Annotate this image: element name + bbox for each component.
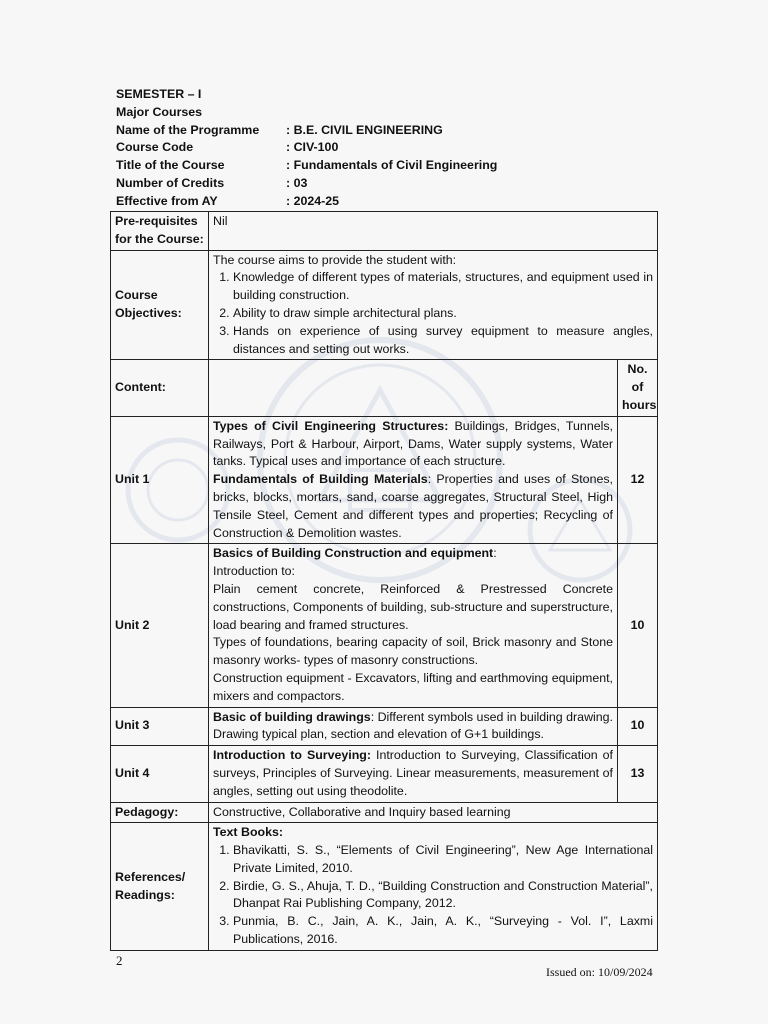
unit-block-heading: Fundamentals of Building Materials (213, 472, 428, 487)
objective-item: 2. Ability to draw simple architectural plans. (233, 305, 653, 323)
unit-block (213, 670, 613, 706)
references-row (111, 823, 658, 951)
unit-content (209, 746, 618, 802)
unit-hours: 13 (618, 746, 658, 802)
unit-hours: 10 (618, 544, 658, 707)
header-field-credits (116, 175, 656, 193)
course-header (116, 86, 656, 211)
course-category: Major Courses (116, 104, 203, 119)
semester-heading: SEMESTER – I (116, 87, 202, 101)
reference-item: 2. Birdie, G. S., Ahuja, T. D., “Building Construction and Construction Material”, Dhanpat Rai Publishing Company, 2012. (233, 878, 653, 914)
content-label: Content: (111, 360, 209, 416)
objective-item: 3. Hands on experience of using survey equipment to measure angles, distances and setting out works. (233, 323, 653, 359)
unit-block (213, 581, 613, 634)
unit-block-text: Types of foundations, bearing capacity of soil, Brick masonry and Stone masonry works- types of masonry constructions. (213, 635, 613, 668)
references-label: References/ Readings: (111, 823, 209, 951)
objectives-label: Course Objectives: (111, 250, 209, 360)
unit-row (111, 544, 658, 707)
unit-name: Unit 1 (111, 416, 209, 544)
unit-block-text: Buildings, Bridges, Tunnels, Railways, Port & Harbour, Airport, Dams, Water supply systems, Water tanks. Typical uses and importance of each structure. (213, 418, 613, 469)
field-label: Effective from AY (116, 193, 218, 208)
prerequisites-row (111, 212, 658, 251)
unit-block-text: : Properties and uses of Stones, bricks, blocks, mortars, sand, coarse aggregates, Structural Steel, High Tensile Steel, Cement and different types and properties; Recycling of Construction & Demolition wastes. (213, 472, 613, 540)
objectives-cell (209, 250, 658, 360)
unit-block (213, 709, 613, 745)
unit-block (213, 471, 613, 542)
unit-hours: 10 (618, 707, 658, 746)
field-label: Course Code (116, 140, 194, 155)
unit-block-text: Introduction to Surveying, Classification of surveys, Principles of Surveying. Linear measurements, measurement of angles, setting out using theodolite. (213, 748, 613, 798)
unit-name: Unit 3 (111, 707, 209, 746)
unit-name: Unit 4 (111, 746, 209, 802)
prerequisites-label: Pre-requisites for the Course: (111, 212, 209, 251)
unit-hours: 12 (618, 416, 658, 544)
field-label: Title of the Course (116, 158, 225, 173)
unit-block (213, 634, 613, 670)
field-label: Number of Credits (116, 175, 225, 190)
unit-content (209, 416, 618, 544)
unit-block-text: Plain cement concrete, Reinforced & Prestressed Concrete constructions, Components of building, sub-structure and superstructure, load bearing and framed structures. (213, 581, 613, 632)
reference-item: 1. Bhavikatti, S. S., “Elements of Civil Engineering”, New Age International Private Limited, 2010. (233, 842, 653, 878)
content-blank (209, 360, 618, 416)
unit-block (213, 563, 613, 581)
references-list (213, 842, 653, 949)
unit-name: Unit 2 (111, 544, 209, 707)
unit-block-text: : Different symbols used in building drawing. Drawing typical plan, section and elevation of G+1 buildings. (213, 709, 613, 742)
objective-item: 1. Knowledge of different types of materials, structures, and equipment used in building construction. (233, 269, 653, 305)
content-header-row (111, 360, 658, 416)
pedagogy-value: Constructive, Collaborative and Inquiry based learning (209, 802, 658, 823)
header-field-title (116, 157, 656, 175)
objectives-list (213, 269, 653, 358)
unit-block-heading: Basics of Building Construction and equipment (213, 546, 494, 561)
unit-block-heading: Introduction to Surveying: (213, 748, 372, 763)
reference-item: 3. Punmia, B. C., Jain, A. K., Jain, A. K., “Surveying - Vol. I”, Laxmi Publications, 2016. (233, 913, 653, 949)
textbooks-heading: Text Books: (213, 825, 283, 840)
prerequisites-value: Nil (209, 212, 658, 251)
header-field-course-code (116, 139, 656, 157)
pedagogy-label: Pedagogy: (111, 802, 209, 823)
unit-block-text: Construction equipment - Excavators, lifting and earthmoving equipment, mixers and compactors. (213, 670, 613, 703)
unit-content (209, 544, 618, 707)
field-value: : 03 (286, 175, 308, 190)
issued-date: Issued on: 10/09/2024 (546, 965, 653, 979)
pedagogy-row (111, 802, 658, 823)
unit-row (111, 746, 658, 802)
field-value: : Fundamentals of Civil Engineering (286, 158, 498, 173)
page-number: 2 (116, 953, 123, 968)
header-field-effective-ay (116, 193, 656, 211)
unit-block-heading: Types of Civil Engineering Structures: (213, 418, 449, 433)
field-value: : 2024-25 (286, 193, 340, 208)
unit-row (111, 707, 658, 746)
unit-block-text: Introduction to: (213, 564, 295, 579)
field-value: : CIV-100 (286, 140, 339, 155)
objectives-intro: The course aims to provide the student with: (213, 252, 457, 267)
unit-block (213, 418, 613, 471)
field-value: : B.E. CIVIL ENGINEERING (286, 122, 443, 137)
unit-block (213, 545, 613, 563)
objectives-row (111, 250, 658, 360)
unit-block (213, 747, 613, 800)
unit-content (209, 707, 618, 746)
header-field-programme (116, 122, 656, 140)
unit-block-heading: Basic of building drawings (213, 709, 371, 724)
unit-row (111, 416, 658, 544)
course-table (110, 211, 658, 951)
field-label: Name of the Programme (116, 122, 260, 137)
unit-block-text: : (493, 546, 497, 561)
references-cell (209, 823, 658, 951)
hours-header: No. of hours (618, 360, 658, 416)
